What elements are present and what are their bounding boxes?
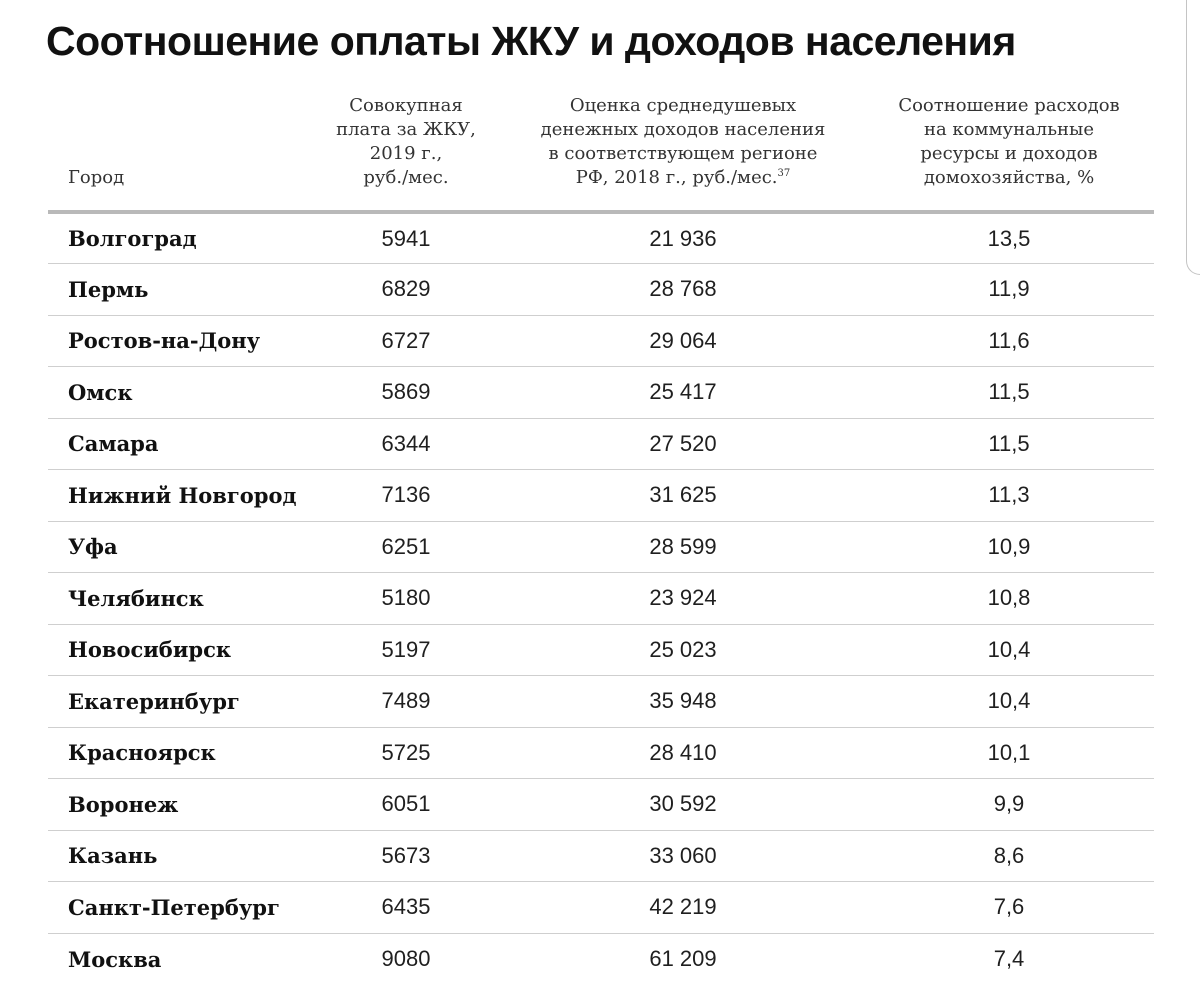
table-row [48,779,1154,831]
footnote-marker: 37 [777,168,791,179]
table-row [48,264,1154,316]
table-row [48,470,1154,522]
payment-cell: 7136 [310,470,502,522]
city-cell: Самара [48,418,310,470]
column-header-income-label [541,94,826,190]
table-row [48,418,1154,470]
payment-cell: 7489 [310,676,502,728]
income-cell: 27 520 [502,418,864,470]
column-header-city [48,84,310,212]
ratio-cell: 10,1 [864,727,1154,779]
header-row [48,84,1154,212]
income-cell: 42 219 [502,882,864,934]
income-cell: 30 592 [502,779,864,831]
income-cell: 28 599 [502,521,864,573]
table-row [48,212,1154,264]
payment-cell: 5725 [310,727,502,779]
income-cell: 28 410 [502,727,864,779]
ratio-cell: 11,9 [864,264,1154,316]
column-header-income [502,84,864,212]
scroll-edge-decoration [1186,0,1200,275]
payment-cell: 9080 [381,946,431,971]
payment-cell: 6344 [310,418,502,470]
column-header-ratio-label: Соотношение расходов на коммунальные ресурсы и доходов домохозяйства, % [898,95,1120,188]
income-cell: 35 948 [502,676,864,728]
city-cell: Екатеринбург [48,676,310,728]
city-cell: Москва [68,946,162,972]
column-header-payment-label: Совокупная плата за ЖКУ, 2019 г., руб./мес. [336,95,476,188]
payment-cell: 6435 [310,882,502,934]
ratio-cell: 10,9 [864,521,1154,573]
ratio-cell: 7,6 [864,882,1154,934]
table-row [48,727,1154,779]
page-title: Соотношение оплаты ЖКУ и доходов населения [46,18,1016,64]
income-cell: 25 417 [502,367,864,419]
ratio-cell: 9,9 [864,779,1154,831]
income-cell: 25 023 [502,624,864,676]
ratio-cell: 11,5 [864,418,1154,470]
ratio-cell: 11,5 [864,367,1154,419]
city-cell: Волгоград [48,212,310,264]
city-cell: Уфа [48,521,310,573]
income-cell: 23 924 [502,573,864,625]
city-cell: Пермь [48,264,310,316]
city-cell: Омск [48,367,310,419]
city-cell: Нижний Новгород [48,470,310,522]
table-body [48,212,1154,985]
ratio-cell: 10,4 [864,676,1154,728]
payment-cell: 6251 [310,521,502,573]
table-row [48,573,1154,625]
payment-cell: 5673 [310,830,502,882]
table-row [48,624,1154,676]
ratio-cell: 10,4 [864,624,1154,676]
city-cell: Казань [48,830,310,882]
payment-cell: 6051 [310,779,502,831]
city-cell: Красноярск [48,727,310,779]
table-row [48,367,1154,419]
table-row [48,521,1154,573]
income-cell: 29 064 [502,315,864,367]
income-cell: 61 209 [649,946,717,971]
payment-cell: 6829 [310,264,502,316]
payment-cell: 5197 [310,624,502,676]
column-header-payment [310,84,502,212]
column-header-ratio [864,84,1154,212]
ratio-cell: 8,6 [864,830,1154,882]
ratio-cell: 7,4 [993,946,1025,971]
city-cell: Ростов-на-Дону [48,315,310,367]
payment-cell: 6727 [310,315,502,367]
table-row [48,882,1154,934]
column-header-city-label: Город [68,167,125,188]
payment-cell: 5180 [310,573,502,625]
income-cell: 31 625 [502,470,864,522]
ratio-cell: 11,3 [864,470,1154,522]
payment-cell: 5941 [310,212,502,264]
data-table [48,84,1154,985]
income-cell: 21 936 [502,212,864,264]
income-cell: 28 768 [502,264,864,316]
table-row [48,933,1154,985]
city-cell: Воронеж [48,779,310,831]
ratio-cell: 13,5 [864,212,1154,264]
table-row [48,676,1154,728]
payment-cell: 5869 [310,367,502,419]
ratio-cell: 11,6 [864,315,1154,367]
table-header [48,84,1154,212]
city-cell: Новосибирск [48,624,310,676]
table-row [48,830,1154,882]
income-cell: 33 060 [502,830,864,882]
ratio-cell: 10,8 [864,573,1154,625]
table-row [48,315,1154,367]
city-cell: Санкт-Петербург [48,882,310,934]
column-header-income-text: Оценка среднедушевых денежных доходов населения в соответствующем регионе РФ, 2018 г., руб./мес. [540,95,826,188]
city-cell: Челябинск [48,573,310,625]
